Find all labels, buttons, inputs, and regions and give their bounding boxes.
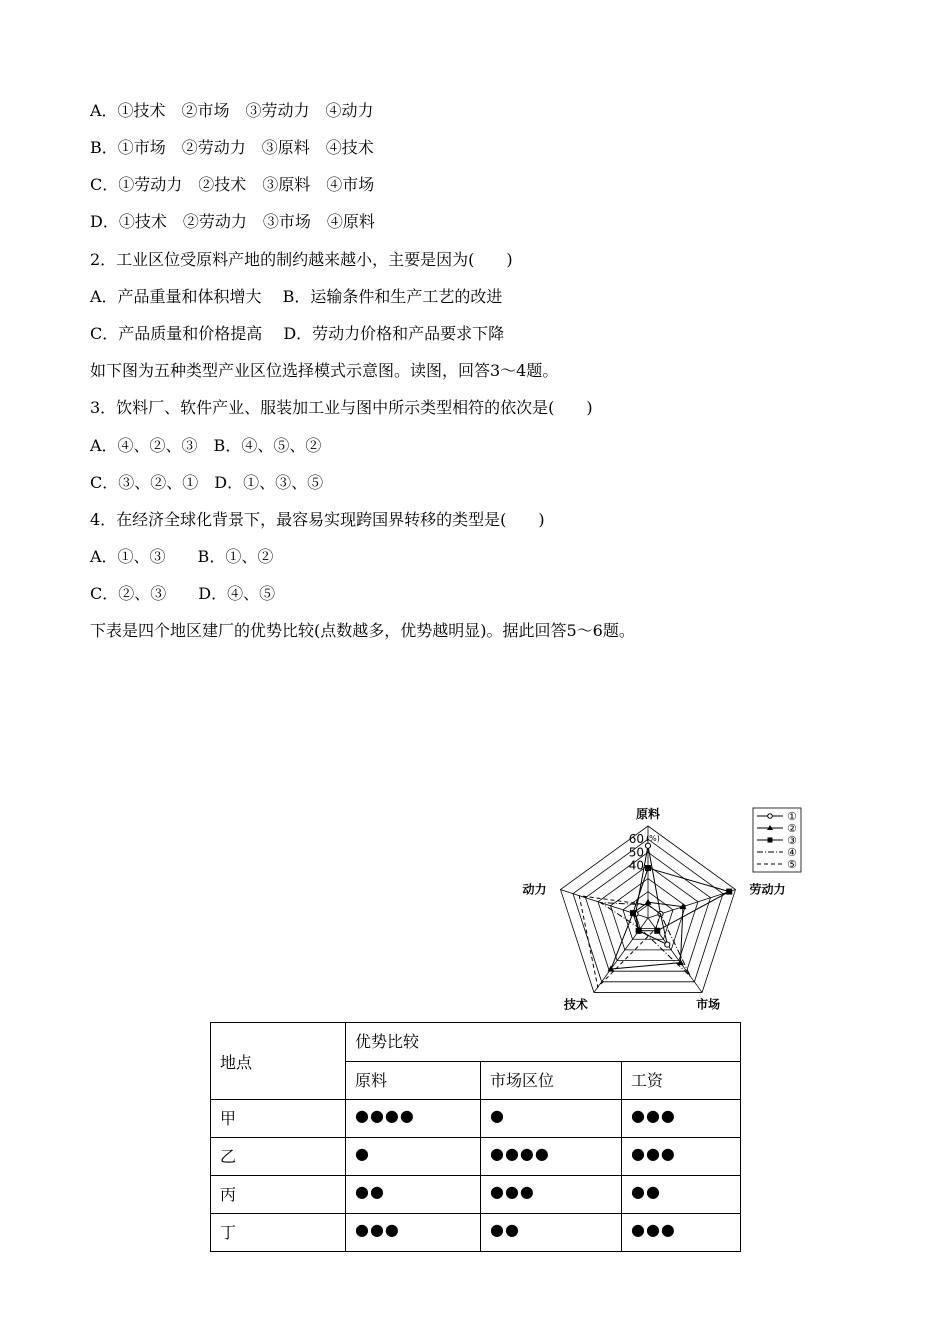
legend-marker: [768, 838, 773, 843]
table-row: [211, 1214, 741, 1252]
data-point: [645, 865, 651, 871]
option-line: A．①技术 ②市场 ③劳动力 ④动力: [90, 101, 374, 120]
legend-marker: [768, 814, 773, 819]
series-line: [633, 868, 729, 931]
data-point: [636, 928, 642, 934]
header-location: 地点: [211, 1023, 346, 1100]
option-line: C．产品质量和价格提高 D．劳动力价格和产品要求下降: [90, 324, 505, 343]
legend-label: ⑤: [787, 858, 797, 871]
place-cell: 丙: [211, 1176, 346, 1214]
option-line: C．②、③ D．④、⑤: [90, 584, 276, 603]
option-line: D．①技术 ②劳动力 ③市场 ④原料: [90, 212, 375, 231]
axis-label: 原料: [635, 807, 661, 821]
dots-cell: ●●: [481, 1214, 622, 1252]
column-header: 工资: [622, 1062, 741, 1100]
legend-label: ①: [787, 810, 797, 823]
dots-cell: ●●●: [622, 1100, 741, 1138]
place-cell: 丁: [211, 1214, 346, 1252]
table-row: [211, 1176, 741, 1214]
dots-cell: ●: [346, 1138, 481, 1176]
option-line: C．①劳动力 ②技术 ③原料 ④市场: [90, 175, 375, 194]
instruction-line: 下表是四个地区建厂的优势比较(点数越多，优势越明显)。据此回答5～6题。: [90, 621, 635, 640]
dots-cell: ●●: [622, 1176, 741, 1214]
unit-label: (%): [646, 834, 660, 844]
axis-label: 动力: [522, 882, 547, 897]
question-2: 2．工业区位受原料产地的制约越来越小，主要是因为( ): [90, 250, 513, 269]
legend-label: ②: [787, 822, 797, 835]
dots-cell: ●●: [346, 1176, 481, 1214]
question-3: 3．饮料厂、软件产业、服装加工业与图中所示类型相符的依次是( ): [90, 398, 593, 417]
option-line: A．④、②、③ B．④、⑤、②: [90, 436, 322, 455]
tick-label: 40: [628, 858, 644, 873]
dots-cell: ●●●: [481, 1176, 622, 1214]
option-line: B．①市场 ②劳动力 ③原料 ④技术: [90, 138, 374, 157]
place-cell: 乙: [211, 1138, 346, 1176]
data-point: [630, 910, 636, 916]
dots-cell: ●●●●: [481, 1138, 622, 1176]
column-header: 市场区位: [481, 1062, 622, 1100]
option-line: A．产品重量和体积增大 B．运输条件和生产工艺的改进: [90, 287, 503, 306]
option-line: C．③、②、① D．①、③、⑤: [90, 473, 324, 492]
dots-cell: ●●●●: [346, 1100, 481, 1138]
option-line: A．①、③ B．①、②: [90, 547, 274, 566]
header-group: 优势比较: [346, 1023, 741, 1062]
table-row: [211, 1138, 741, 1176]
axis-label: 市场: [696, 997, 721, 1012]
tick-label: 50: [628, 845, 644, 860]
data-point: [665, 942, 670, 947]
axis-label: 技术: [563, 997, 588, 1012]
data-point: [645, 843, 650, 848]
radar-chart: [500, 796, 810, 1020]
legend-label: ④: [787, 846, 797, 859]
data-point: [726, 889, 732, 895]
data-point: [645, 899, 652, 905]
legend-label: ③: [787, 834, 797, 847]
instruction-line: 如下图为五种类型产业区位选择模式示意图。读图，回答3～4题。: [90, 361, 559, 380]
advantage-table: [210, 1022, 741, 1252]
tick-label: 60: [628, 832, 644, 847]
table-row: [211, 1100, 741, 1138]
axis-label: 劳动力: [749, 882, 786, 897]
question-4: 4．在经济全球化背景下，最容易实现跨国界转移的类型是( ): [90, 510, 545, 529]
dots-cell: ●: [481, 1100, 622, 1138]
place-cell: 甲: [211, 1100, 346, 1138]
dots-cell: ●●●: [622, 1138, 741, 1176]
dots-cell: ●●●: [346, 1214, 481, 1252]
column-header: 原料: [346, 1062, 481, 1100]
dots-cell: ●●●: [622, 1214, 741, 1252]
